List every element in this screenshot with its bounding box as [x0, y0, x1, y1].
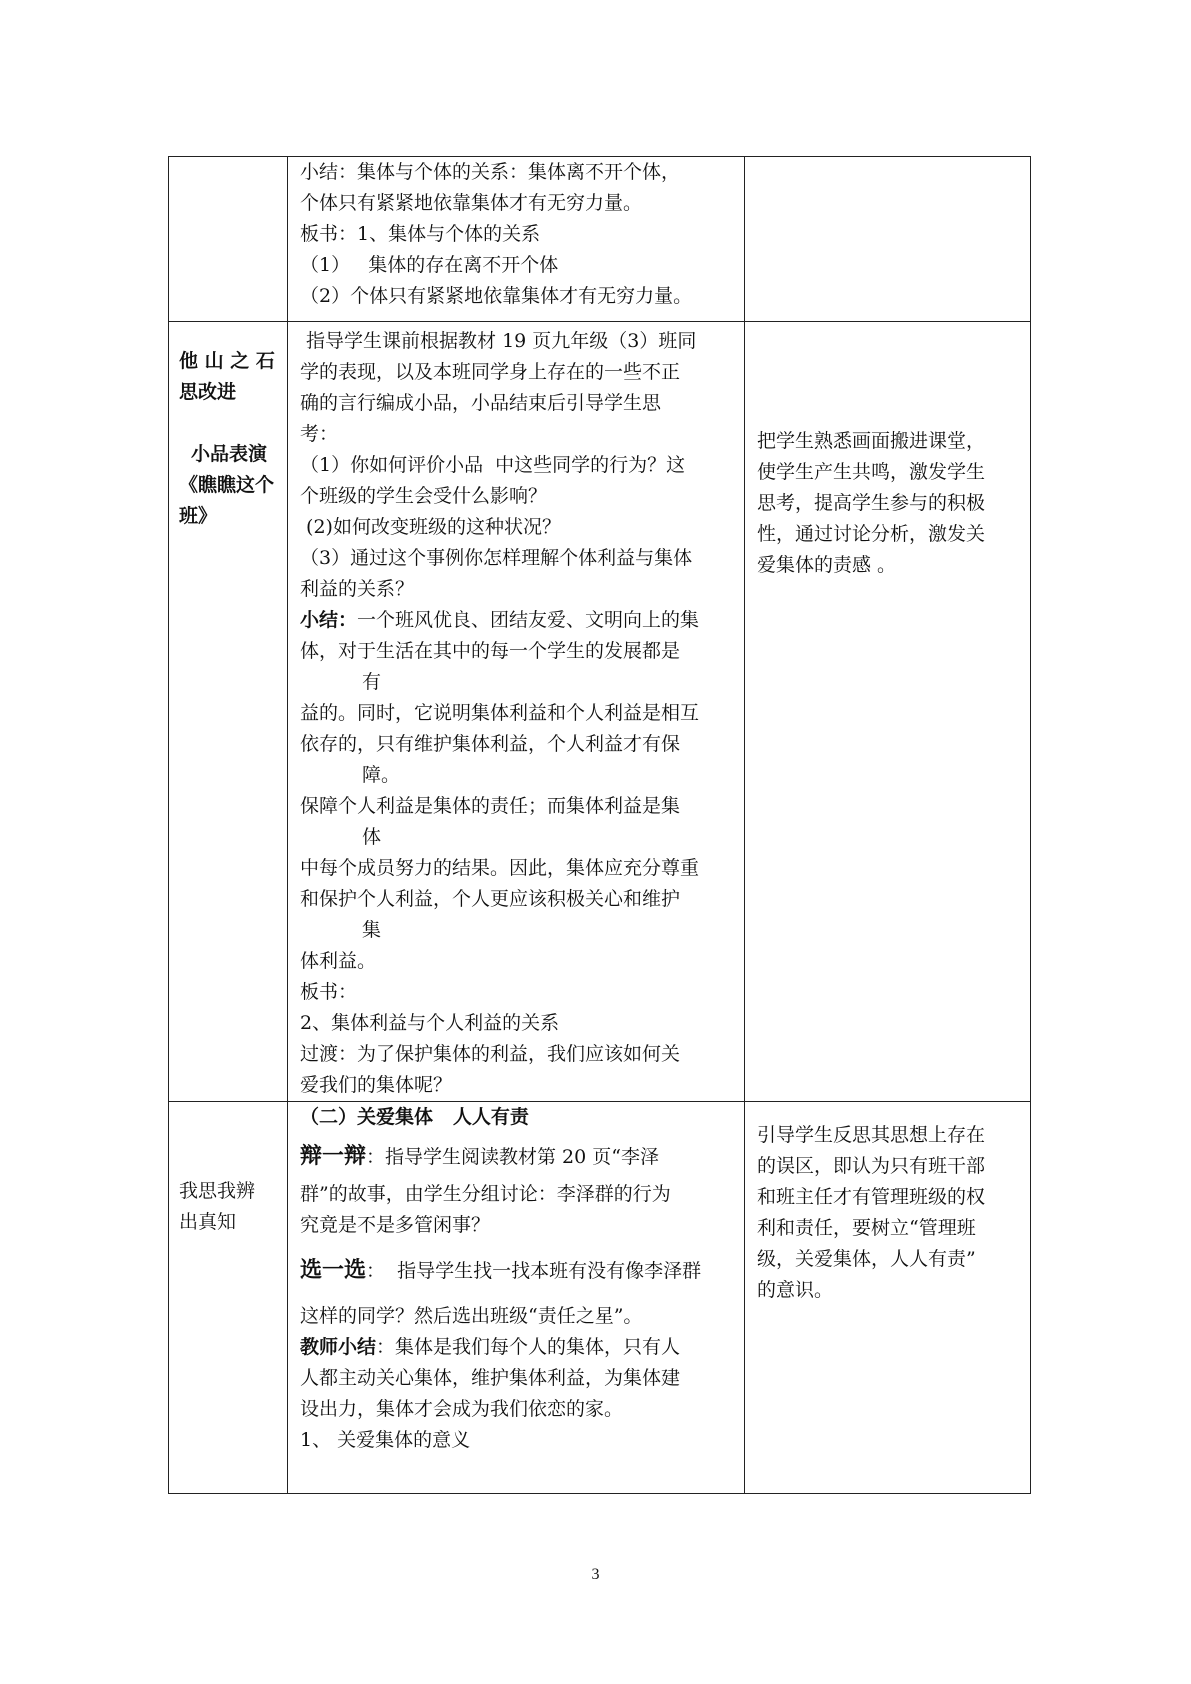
row1-note-cell: [745, 157, 1031, 322]
content-line: 学的表现，以及本班同学身上存在的一些不正: [300, 361, 681, 383]
summary-line: 依存的，只有维护集体利益，个人利益才有保: [300, 733, 681, 755]
transition-line: 过渡：为了保护集体的利益，我们应该如何关: [300, 1043, 681, 1065]
page-number: 3: [591, 1566, 600, 1583]
note-line: 性，通过讨论分析，激发关: [757, 523, 986, 545]
teacher-summary-line: 教师小结：集体是我们每个人的集体，只有人: [300, 1336, 681, 1358]
row2-note-cell: [745, 322, 1031, 1102]
note-line: 爱集体的责感 。: [757, 554, 897, 576]
question-line: 个班级的学生会受什么影响？: [300, 485, 548, 507]
note-line: 利和责任，要树立“管理班: [757, 1217, 976, 1239]
section-label: 《瞧瞧这个: [179, 474, 275, 496]
content-line: 板书：1、集体与个体的关系: [300, 223, 541, 245]
content-line: 指导学生课前根据教材 19 页九年级（3）班同: [300, 330, 697, 352]
row1-label-cell: [169, 157, 288, 322]
teacher-summary-label: 教师小结: [300, 1336, 377, 1358]
row3-content-cell: [288, 1102, 745, 1494]
content-line: 个体只有紧紧地依靠集体才有无穷力量。: [300, 192, 643, 214]
row1-content-cell: [288, 157, 745, 322]
summary-line: 集: [362, 919, 382, 941]
summary-line: 保障个人利益是集体的责任；而集体利益是集: [300, 795, 681, 817]
section-label: 他 山 之 石: [179, 350, 275, 372]
summary-line: 有: [362, 671, 382, 693]
select-label: 选一选: [300, 1257, 367, 1283]
row2-label-cell: [169, 322, 288, 1102]
summary-label: 小结：: [300, 609, 358, 631]
content-line: 确的言行编成小品，小品结束后引导学生思: [300, 392, 662, 414]
note-line: 和班主任才有管理班级的权: [757, 1186, 986, 1208]
summary-line: 中每个成员努力的结果。因此，集体应充分尊重: [300, 857, 700, 879]
debate-line: 群”的故事，由学生分组讨论：李泽群的行为: [300, 1183, 671, 1205]
note-line: 级，关爱集体，人人有责”: [757, 1248, 976, 1270]
teacher-summary-line: 人都主动关心集体，维护集体利益，为集体建: [300, 1367, 681, 1389]
section-label: 小品表演: [191, 443, 268, 465]
summary-line: 益的。同时，它说明集体利益和个人利益是相互: [300, 702, 700, 724]
row2-content-cell: [288, 322, 745, 1102]
summary-line: 小结：一个班风优良、团结友爱、文明向上的集: [300, 609, 700, 631]
debate-line: 辩一辩：指导学生阅读教材第 20 页“李泽: [300, 1143, 659, 1169]
point-line: 1、 关爱集体的意义: [300, 1429, 471, 1451]
section-label: 班》: [179, 505, 218, 527]
content-line: （1） 集体的存在离不开个体: [300, 254, 559, 276]
section-label: 思改进: [179, 381, 237, 403]
select-line: 这样的同学？然后选出班级“责任之星”。: [300, 1305, 643, 1327]
content-line: 考：: [300, 423, 339, 445]
note-line: 把学生熟悉画面搬进课堂，: [757, 430, 986, 452]
question-line: （1）你如何评价小品 中这些同学的行为？这: [300, 454, 686, 476]
table-row: [169, 322, 1031, 1102]
note-line: 使学生产生共鸣，激发学生: [757, 461, 986, 483]
note-line: 引导学生反思其思想上存在: [757, 1124, 986, 1146]
table-row: [169, 1102, 1031, 1494]
note-line: 的意识。: [757, 1279, 834, 1301]
note-line: 思考，提高学生参与的积极: [757, 492, 986, 514]
question-line: （3）通过这个事例你怎样理解个体利益与集体: [300, 547, 693, 569]
table-row: [169, 157, 1031, 322]
section-heading: （二）关爱集体 人人有责: [300, 1106, 529, 1128]
summary-line: 障。: [362, 764, 401, 786]
section-label: 我思我辨: [179, 1180, 256, 1202]
debate-label: 辩一辩: [300, 1143, 367, 1169]
row3-note-cell: [745, 1102, 1031, 1494]
summary-line: 体利益。: [300, 950, 377, 972]
content-line: （2）个体只有紧紧地依靠集体才有无穷力量。: [300, 285, 693, 307]
lesson-plan-table: [168, 156, 1031, 1494]
summary-line: 体，对于生活在其中的每一个学生的发展都是: [300, 640, 681, 662]
transition-line: 爱我们的集体呢？: [300, 1074, 453, 1096]
summary-line: 和保护个人利益，个人更应该积极关心和维护: [300, 888, 681, 910]
content-line: 小结：集体与个体的关系：集体离不开个体，: [300, 161, 681, 183]
section-label: 出真知: [179, 1211, 237, 1233]
summary-line: 体: [362, 826, 382, 848]
note-line: 的误区，即认为只有班干部: [757, 1155, 986, 1177]
teacher-summary-line: 设出力，集体才会成为我们依恋的家。: [300, 1398, 624, 1420]
board-line: 2、集体利益与个人利益的关系: [300, 1012, 560, 1034]
question-line: (2)如何改变班级的这种状况？: [300, 516, 561, 538]
question-line: 利益的关系？: [300, 578, 415, 600]
select-line: 选一选： 指导学生找一找本班有没有像李泽群: [300, 1257, 702, 1283]
row3-label-cell: [169, 1102, 288, 1494]
board-line: 板书：: [300, 981, 358, 1003]
debate-line: 究竟是不是多管闲事？: [300, 1214, 491, 1236]
